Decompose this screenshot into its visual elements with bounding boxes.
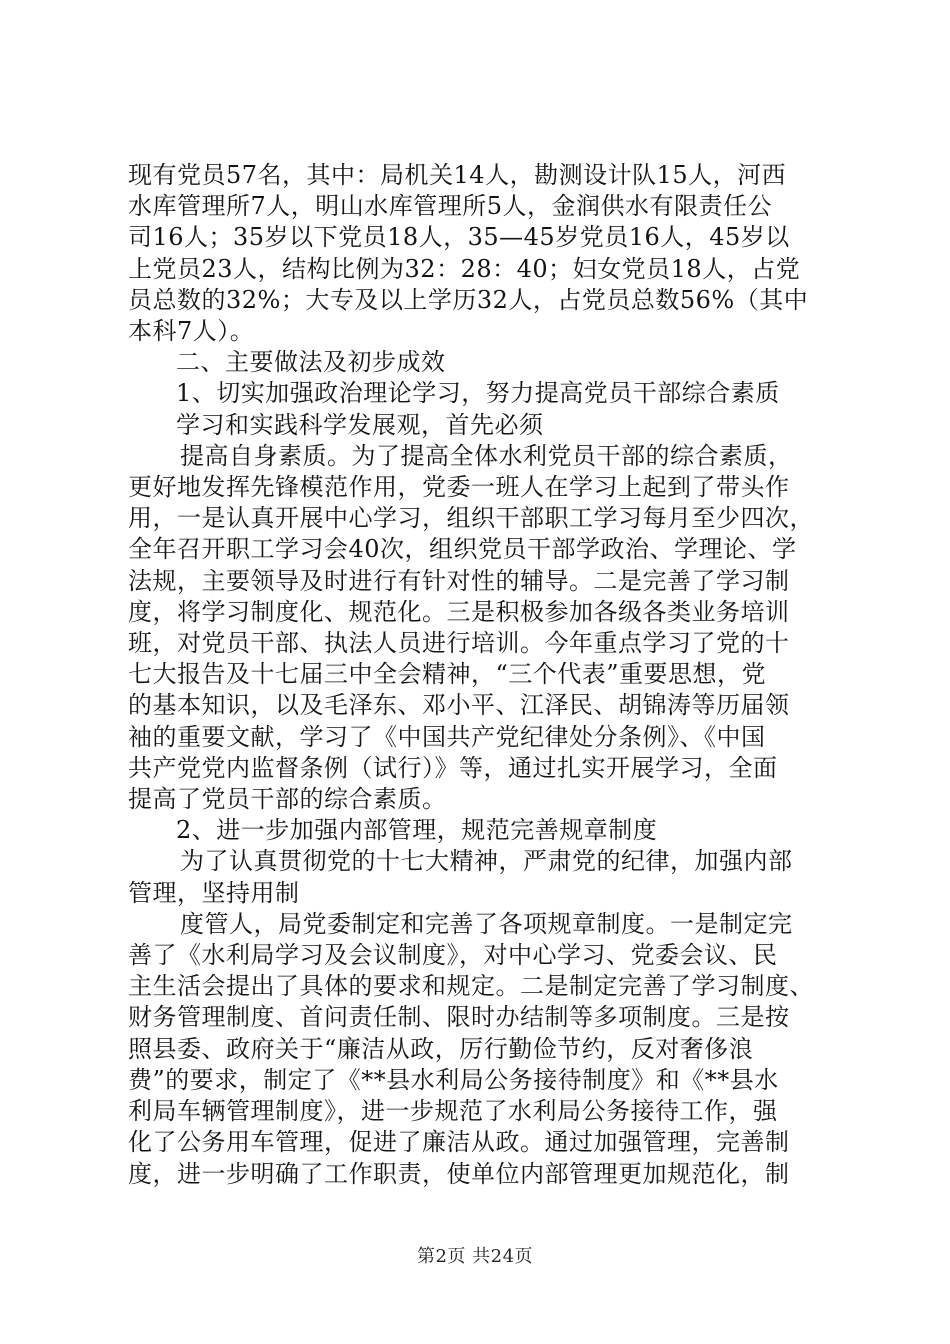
paragraph-line: 员总数的32%；大专及以上学历32人，占党员总数56%（其中 [128, 285, 809, 314]
paragraph-line: 度，进一步明确了工作职责，使单位内部管理更加规范化，制 [128, 1159, 790, 1188]
paragraph-line: 学习和实践科学发展观，首先必须 [176, 410, 544, 439]
paragraph-line: 提高自身素质。为了提高全体水利党员干部的综合素质， [180, 441, 793, 470]
paragraph-line: 费”的要求，制定了《**县水利局公务接待制度》和《**县水 [128, 1065, 779, 1094]
paragraph-line: 共产党党内监督条例（试行）》等，通过扎实开展学习，全面 [128, 753, 778, 782]
paragraph-line: 利局车辆管理制度》，进一步规范了水利局公务接待工作，强 [128, 1097, 778, 1126]
paragraph-line: 上党员23人，结构比例为32：28：40；妇女党员18人，占党 [128, 254, 801, 283]
paragraph-line: 水库管理所7人，明山水库管理所5人，金润供水有限责任公 [128, 192, 773, 221]
paragraph-line: 全年召开职工学习会40次，组织党员干部学政治、学理论、学 [128, 535, 797, 564]
paragraph-line: 本科7人）。 [128, 317, 255, 346]
paragraph-line: 财务管理制度、首问责任制、限时办结制等多项制度。三是按 [128, 1003, 790, 1032]
subsection-heading: 2、进一步加强内部管理，规范完善规章制度 [176, 816, 658, 845]
paragraph-line: 管理，坚持用制 [128, 878, 300, 907]
paragraph-line: 七大报告及十七届三中全会精神，“三个代表”重要思想，党 [128, 660, 767, 689]
paragraph-line: 化了公务用车管理，促进了廉洁从政。通过加强管理，完善制 [128, 1128, 790, 1157]
section-heading: 二、主要做法及初步成效 [176, 348, 446, 377]
paragraph-line: 为了认真贯彻党的十七大精神，严肃党的纪律，加强内部 [180, 847, 793, 876]
paragraph-line: 照县委、政府关于“廉洁从政，厉行勤俭节约，反对奢侈浪 [128, 1034, 754, 1063]
paragraph-line: 法规，主要领导及时进行有针对性的辅导。二是完善了学习制 [128, 566, 790, 595]
paragraph-line: 提高了党员干部的综合素质。 [128, 785, 447, 814]
paragraph-line: 班，对党员干部、执法人员进行培训。今年重点学习了党的十 [128, 629, 790, 658]
page-number-footer: 第2页 共24页 [416, 1246, 534, 1267]
paragraph-line: 主生活会提出了具体的要求和规定。二是制定完善了学习制度、 [128, 972, 814, 1001]
paragraph-line: 用，一是认真开展中心学习，组织干部职工学习每月至少四次， [128, 504, 814, 533]
paragraph-line: 的基本知识，以及毛泽东、邓小平、江泽民、胡锦涛等历届领 [128, 691, 790, 720]
paragraph-line: 度管人，局党委制定和完善了各项规章制度。一是制定完 [180, 909, 793, 938]
paragraph-line: 更好地发挥先锋模范作用，党委一班人在学习上起到了带头作 [128, 473, 790, 502]
paragraph-line: 现有党员57名，其中：局机关14人，勘测设计队15人，河西 [128, 161, 787, 189]
document-body [128, 160, 828, 1190]
subsection-heading: 1、切实加强政治理论学习，努力提高党员干部综合素质 [176, 379, 780, 408]
paragraph-line: 司16人；35岁以下党员18人，35—45岁党员16人，45岁以 [128, 223, 790, 252]
paragraph-line: 度，将学习制度化、规范化。三是积极参加各级各类业务培训 [128, 597, 790, 626]
paragraph-line: 袖的重要文献，学习了《中国共产党纪律处分条例》、《中国 [128, 722, 766, 751]
paragraph-line: 善了《水利局学习及会议制度》，对中心学习、党委会议、民 [128, 941, 778, 970]
